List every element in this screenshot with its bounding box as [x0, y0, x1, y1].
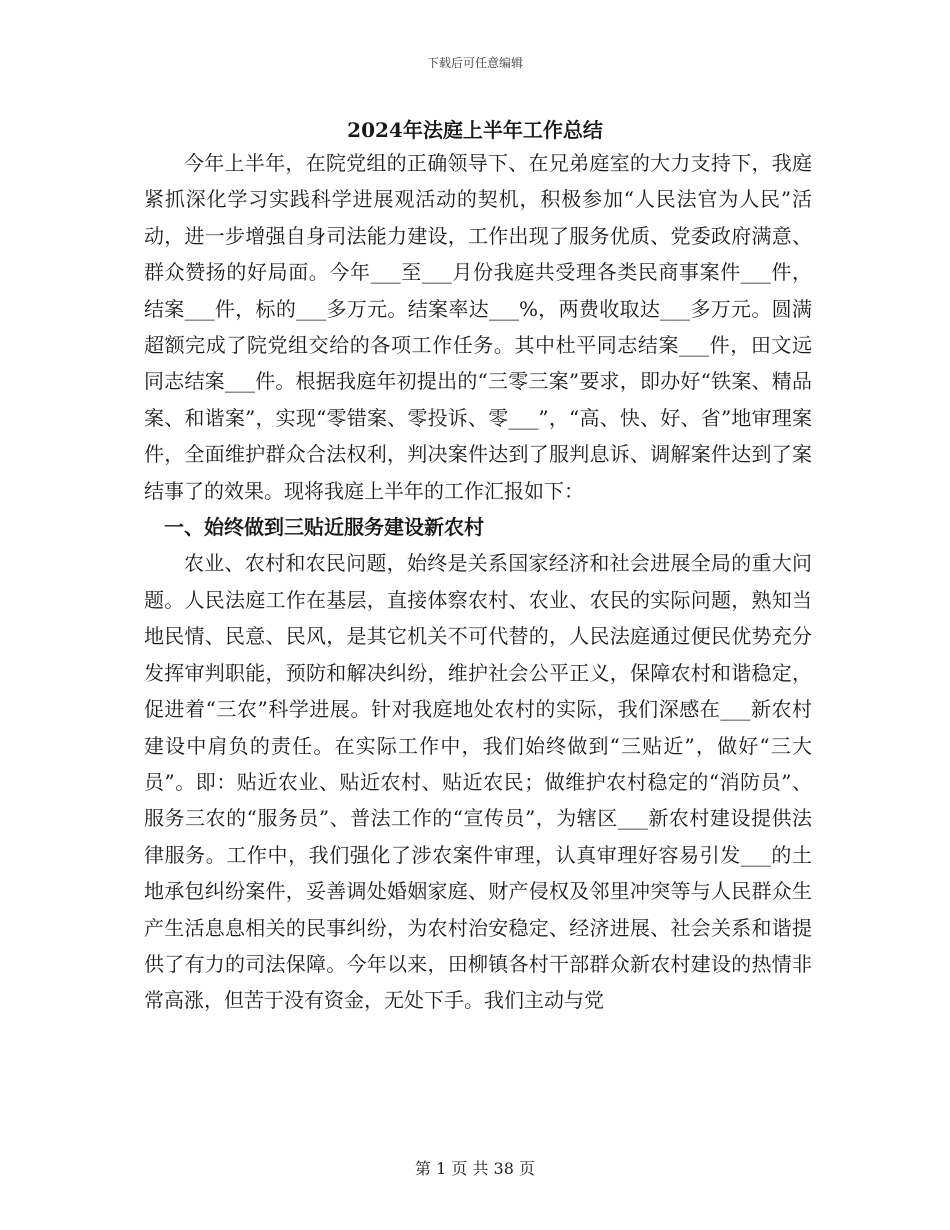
page-number-footer: 第 1 页 共 38 页 — [415, 1159, 535, 1178]
document-body — [144, 145, 812, 1019]
document-title: 2024年法庭上半年工作总结 — [347, 118, 603, 142]
header-note: 下载后可任意编辑 — [426, 56, 523, 70]
paragraph-intro: 今年上半年，在院党组的正确领导下、在兄弟庭室的大力支持下，我庭紧抓深化学习实践科学进展观活动的契机，积极参加“人民法官为人民”活动，进一步增强自身司法能力建设，工作出现了服务优质、党委政府满意、群众赞扬的好局面。今年___至___月份我庭共受理各类民商事案件___件，结案___件，标的___多万元。结案率达___%，两费收取达___多万元。圆满超额完成了院党组交给的各项工作任务。其中杜平同志结案___件，田文远同志结案___件。根据我庭年初提出的“三零三案”要求，即办好“铁案、精品案、和谐案”，实现“零错案、零投诉、零___”，“高、快、好、省”地审理案件，全面维护群众合法权利，判决案件达到了服判息诉、调解案件达到了案结事了的效果。现将我庭上半年的工作汇报如下： — [144, 151, 812, 503]
section-heading-1: 一、始终做到三贴近服务建设新农村 — [164, 515, 484, 540]
paragraph-section-1: 农业、农村和农民问题，始终是关系国家经济和社会进展全局的重大问题。人民法庭工作在基层，直接体察农村、农业、农民的实际问题，熟知当地民情、民意、民风，是其它机关不可代替的，人民法庭通过便民优势充分发挥审判职能，预防和解决纠纷，维护社会公平正义，保障农村和谐稳定，促进着“三农”科学进展。针对我庭地处农村的实际，我们深感在___新农村建设中肩负的责任。在实际工作中，我们始终做到“三贴近”，做好“三大员”。即：贴近农业、贴近农村、贴近农民；做维护农村稳定的“消防员”、服务三农的“服务员”、普法工作的“宣传员”，为辖区___新农村建设提供法律服务。工作中，我们强化了涉农案件审理，认真审理好容易引发___的土地承包纠纷案件，妥善调处婚姻家庭、财产侵权及邻里冲突等与人民群众生产生活息息相关的民事纠纷，为农村治安稳定、经济进展、社会关系和谐提供了有力的司法保障。今年以来，田柳镇各村干部群众新农村建设的热情非常高涨，但苦于没有资金，无处下手。我们主动与党 — [144, 551, 812, 1013]
